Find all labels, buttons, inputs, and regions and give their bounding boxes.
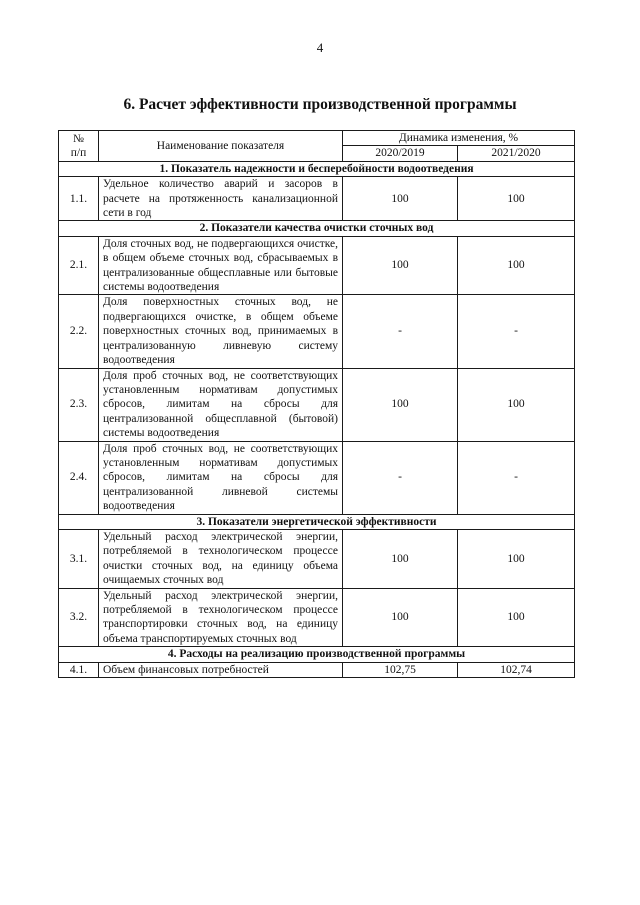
table-row [59,295,575,368]
header-number-line1: № [73,132,84,145]
row-indicator-name: Удельное количество аварий и засоров в расчете на протяженность канализационной сети в год [99,177,343,221]
section-title: 1. Показатель надежности и бесперебойности водоотведения [59,161,575,176]
table-row [59,441,575,514]
table-row [59,588,575,647]
row-value-2021-2020: 100 [458,368,575,441]
section-row [59,647,575,662]
row-indicator-name: Доля проб сточных вод, не соответствующих установленным нормативам допустимых сбросов, лимитам на сбросы для централизованной общесплавной (бытовой) системы водоотведения [99,368,343,441]
header-number-line2: п/п [70,146,87,159]
row-number: 2.2. [59,295,99,368]
table-row [59,236,575,295]
row-value-2020-2019: 102,75 [343,662,458,677]
row-value-2020-2019: - [343,441,458,514]
row-indicator-name: Удельный расход электрической энергии, потребляемой в технологическом процессе очистки сточных вод, на единицу объема очищаемых сточных вод [99,529,343,588]
section-title: 4. Расходы на реализацию производственной программы [59,647,575,662]
header-year-2020-2019: 2020/2019 [343,146,458,161]
row-indicator-name: Доля сточных вод, не подвергающихся очистке, в общем объеме сточных вод, сбрасываемых в централизованные общесплавные или бытовые системы водоотведения [99,236,343,295]
row-value-2020-2019: 100 [343,236,458,295]
row-value-2021-2020: 100 [458,588,575,647]
row-number: 2.4. [59,441,99,514]
row-value-2021-2020: - [458,295,575,368]
row-indicator-name: Объем финансовых потребностей [99,662,343,677]
row-value-2021-2020: - [458,441,575,514]
header-dynamics: Динамика изменения, % [343,131,575,146]
row-number: 2.1. [59,236,99,295]
page-number: 4 [316,40,324,55]
section-row [59,221,575,236]
header-year-2021-2020: 2021/2020 [458,146,575,161]
section-title: 2. Показатели качества очистки сточных вод [59,221,575,236]
row-value-2020-2019: 100 [343,588,458,647]
row-indicator-name: Доля поверхностных сточных вод, не подвергающихся очистке, в общем объеме поверхностных сточных вод, принимаемых в централизованную ливневую систему водоотведения [99,295,343,368]
table-row [59,662,575,677]
row-value-2020-2019: 100 [343,529,458,588]
row-number: 1.1. [59,177,99,221]
row-number: 3.1. [59,529,99,588]
row-value-2020-2019: - [343,295,458,368]
row-number: 3.2. [59,588,99,647]
efficiency-table [58,130,575,678]
row-value-2021-2020: 100 [458,236,575,295]
header-indicator-name: Наименование показателя [99,131,343,162]
row-value-2020-2019: 100 [343,368,458,441]
row-indicator-name: Доля проб сточных вод, не соответствующих установленным нормативам допустимых сбросов, лимитам на сбросы для централизованной ливневой системы водоотведения [99,441,343,514]
row-indicator-name: Удельный расход электрической энергии, потребляемой в технологическом процессе транспортировки сточных вод, на единицу объема транспортируемых сточных вод [99,588,343,647]
section-title: 3. Показатели энергетической эффективности [59,514,575,529]
table-row [59,529,575,588]
row-number: 4.1. [59,662,99,677]
row-value-2021-2020: 100 [458,177,575,221]
table-row [59,177,575,221]
header-number [59,131,99,162]
row-value-2020-2019: 100 [343,177,458,221]
section-row [59,514,575,529]
page-title: 6. Расчет эффективности производственной программы [123,96,517,113]
row-value-2021-2020: 102,74 [458,662,575,677]
section-row [59,161,575,176]
row-number: 2.3. [59,368,99,441]
table-row [59,368,575,441]
row-value-2021-2020: 100 [458,529,575,588]
